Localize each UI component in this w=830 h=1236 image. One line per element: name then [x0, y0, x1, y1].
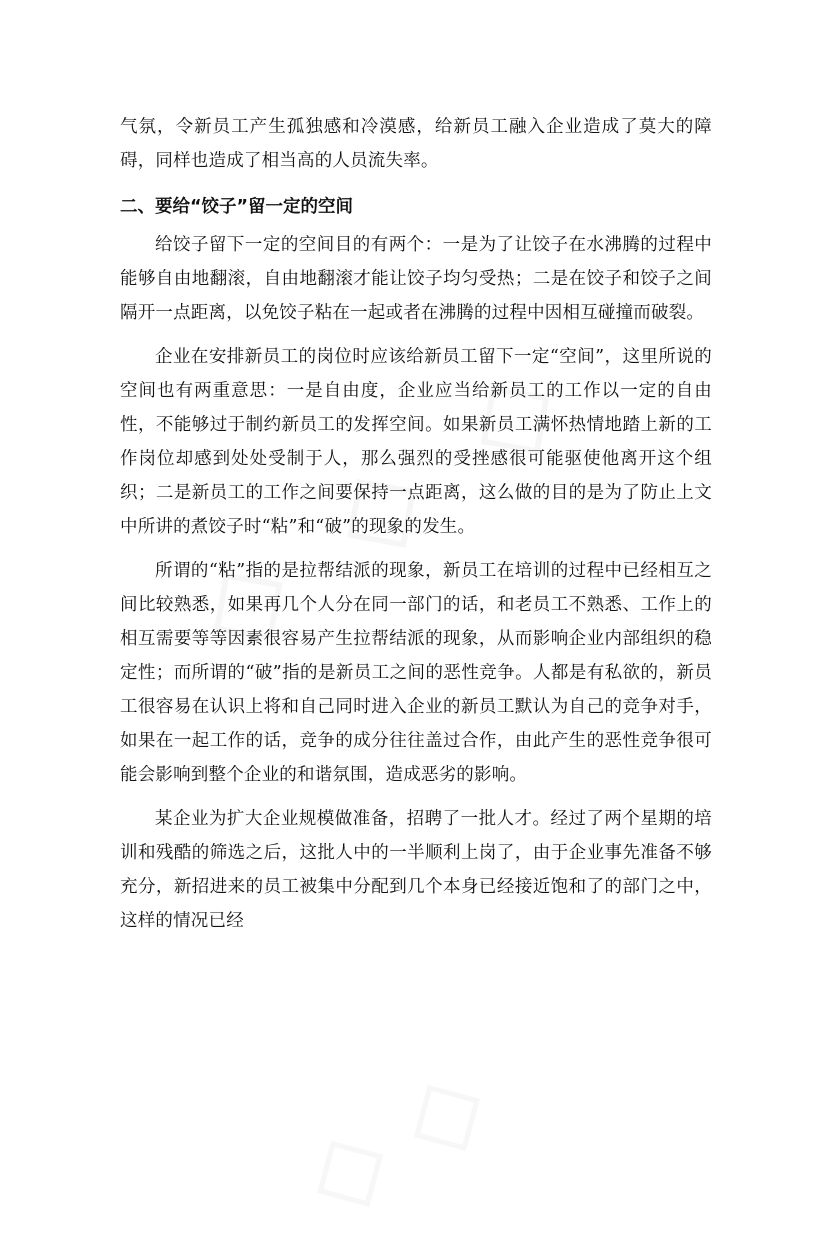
- paragraph: 给饺子留下一定的空间目的有两个：一是为了让饺子在水沸腾的过程中能够自由地翻滚，自由地翻滚才能让饺子均匀受热；二是在饺子和饺子之间隔开一点距离，以免饺子粘在一起或者在沸腾的过程中因相互碰撞而破裂。: [120, 235, 712, 323]
- watermark-bottom: [283, 1041, 505, 1236]
- paragraph-continuation: 气氛，令新员工产生孤独感和冷漠感，给新员工融入企业造成了莫大的障碍，同样也造成了相当高的人员流失率。: [120, 117, 712, 171]
- paragraph: 某企业为扩大企业规模做准备，招聘了一批人才。经过了两个星期的培训和残酷的筛选之后，这批人中的一半顺利上岗了，由于企业事先准备不够充分，新招进来的员工被集中分配到几个本身已经接近饱和了的部门之中，这样的情况已经: [120, 809, 712, 931]
- paragraph: 企业在安排新员工的岗位时应该给新员工留下一定“空间”，这里所说的空间也有两重意思：一是自由度，企业应当给新员工的工作以一定的自由性，不能够过于制约新员工的发挥空间。如果新员工满怀热情地踏上新的工作岗位却感到处处受制于人，那么强烈的受挫感很可能驱使他离开这个组织；二是新员工的工作之间要保持一点距离，这么做的目的是为了防止上文中所讲的煮饺子时“粘”和“破”的现象的发生。: [120, 347, 712, 537]
- document-body: [120, 110, 712, 938]
- paragraph: 所谓的“粘”指的是拉帮结派的现象，新员工在培训的过程中已经相互之间比较熟悉，如果再几个人分在同一部门的话，和老员工不熟悉、工作上的相互需要等等因素很容易产生拉帮结派的现象，从而影响企业内部组织的稳定性；而所谓的“破”指的是新员工之间的恶性竞争。人都是有私欲的，新员工很容易在认识上将和自己同时进入企业的新员工默认为自己的竞争对手，如果在一起工作的话，竞争的成分往往盖过合作，由此产生的恶性竞争很可能会影响到整个企业的和谐氛围，造成恶劣的影响。: [120, 561, 712, 785]
- section-heading: 二、要给“饺子”留一定的空间: [120, 197, 354, 217]
